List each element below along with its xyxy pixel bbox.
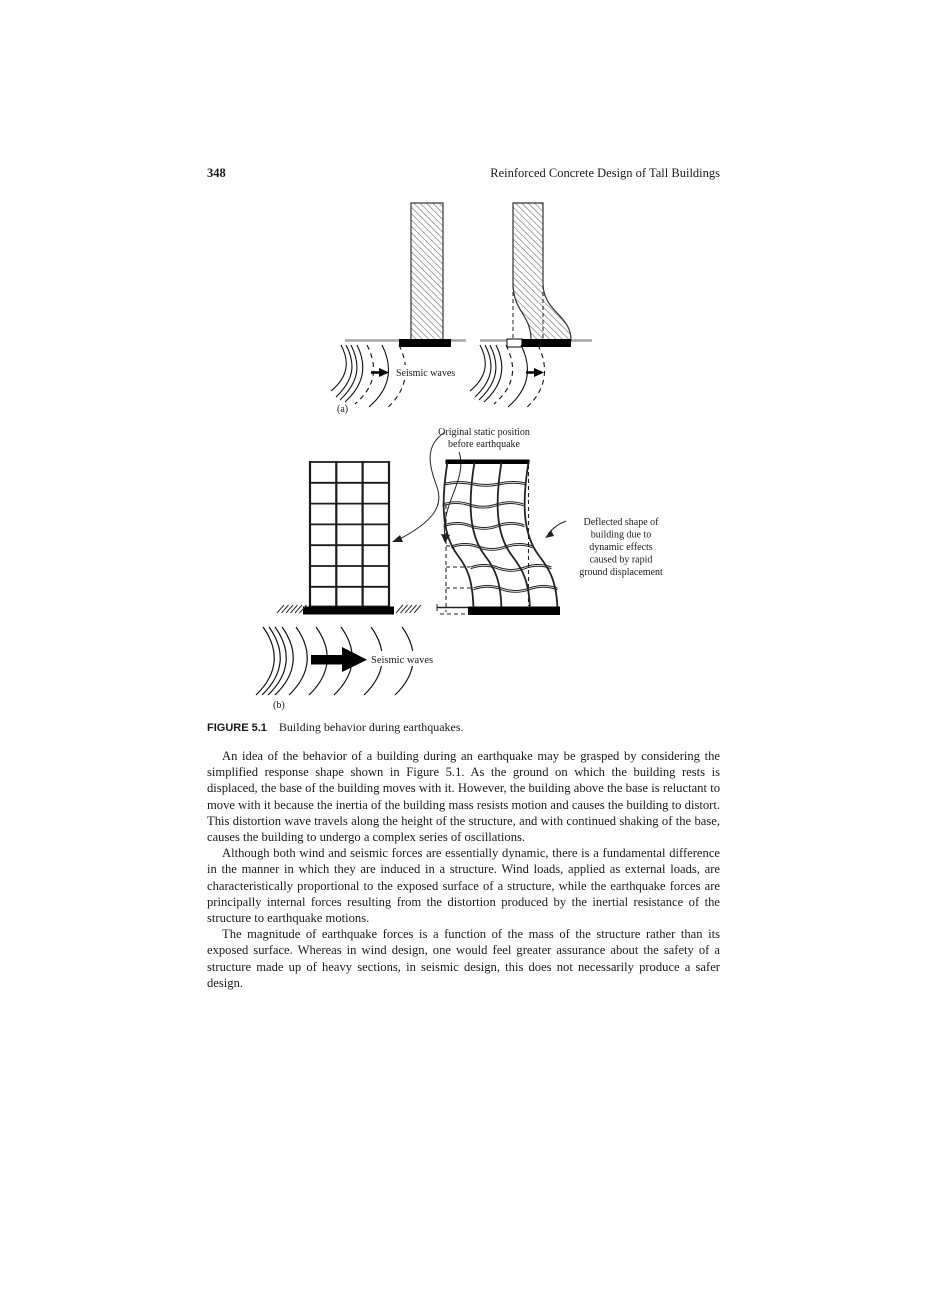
leader-line [398, 432, 445, 540]
seismic-waves-label-b: Seismic waves [371, 655, 434, 666]
wave-arc [484, 345, 502, 402]
original-position-dashed [440, 465, 529, 614]
original-position-label-line1: Original static position [438, 427, 530, 438]
deflected-label-line2: building due to [590, 529, 652, 541]
leader-arrowhead [545, 530, 554, 538]
wave-direction-arrow [526, 368, 544, 377]
roof-bar [446, 460, 530, 465]
page-number: 348 [207, 166, 226, 180]
wave-arc [275, 627, 293, 695]
wave-arc [289, 627, 307, 695]
building-column-undeformed [411, 203, 443, 340]
wave-arc [369, 345, 389, 407]
foundation-bar [399, 339, 451, 347]
figure-caption-label: FIGURE 5.1 [207, 722, 267, 734]
original-foundation-outline [507, 339, 522, 347]
panel-a-label: (a) [337, 404, 349, 415]
wave-direction-arrow [371, 368, 389, 377]
wave-arc-dashed [494, 345, 513, 404]
wave-arc-dashed [355, 345, 374, 404]
figure-5-1 [200, 192, 740, 718]
figure-caption-text: Building behavior during earthquakes. [278, 720, 464, 734]
deflected-label-line4: caused by rapid [589, 554, 653, 566]
seismic-waves-label-a: Seismic waves [396, 368, 456, 379]
wave-arc [508, 345, 528, 407]
wave-arc [345, 345, 363, 402]
panel-a [331, 203, 592, 415]
deflected-label-line3: dynamic effects [589, 542, 653, 553]
frame-building-undeformed [309, 461, 390, 607]
deflected-shape-label [579, 517, 663, 578]
running-header [207, 166, 720, 181]
paragraph-2: Although both wind and seismic forces are essentially dynamic, there is a fundamental difference in the manner in which they are induced in a structure. Wind loads, applied as external loads, are characteristically proportional to the exposed surface of a structure, while the earthquake forces are principally internal forces resulting from the distortion produced by the inertial resistance of the structure to earthquake motions. [207, 846, 720, 926]
paragraph-1: An idea of the behavior of a building during an earthquake may be grasped by considering the simplified response shape shown in Figure 5.1. As the ground on which the building rests is displaced, the base of the building moves with it. However, the building above the base is reluctant to move with it because the inertia of the building mass resists motion and causes the building to distort. This distortion wave travels along the height of the structure, and with continued shaking of the base, causes the building to undergo a complex series of oscillations. [207, 749, 720, 845]
deformed-floors [443, 482, 558, 593]
figure-caption [207, 720, 720, 735]
leader-arrowhead [392, 535, 403, 542]
foundation-bar [303, 607, 394, 615]
panel-b [256, 427, 663, 711]
running-title: Reinforced Concrete Design of Tall Buildings [490, 166, 720, 180]
body-text [207, 748, 720, 991]
foundation-bar-shifted [468, 607, 560, 616]
foundation-bar-shifted [521, 339, 571, 347]
deflected-label-line5: ground displacement [579, 567, 663, 578]
wave-arc [331, 345, 346, 391]
paragraph-3: The magnitude of earthquake forces is a function of the mass of the structure rather than its exposed surface. Whereas in wind design, one would feel greater assurance about the safety of a structure made up of heavy sections, in seismic design, this does not necessarily produce a safer design. [207, 927, 720, 990]
wave-direction-arrow-large [311, 647, 367, 672]
ground-hatching-right [396, 605, 421, 613]
figure-5-1-drawing [200, 192, 740, 718]
seismic-wave-arcs [470, 345, 545, 409]
ground-hatching-left [277, 605, 307, 613]
wave-arc [470, 345, 485, 391]
wave-arc-dashed [525, 345, 545, 409]
frame-building-deformed [437, 460, 560, 616]
deflected-label-line1: Deflected shape of [583, 517, 659, 528]
original-position-label-line2: before earthquake [448, 439, 520, 450]
building-column-deformed [513, 203, 571, 340]
panel-b-label: (b) [273, 700, 285, 711]
